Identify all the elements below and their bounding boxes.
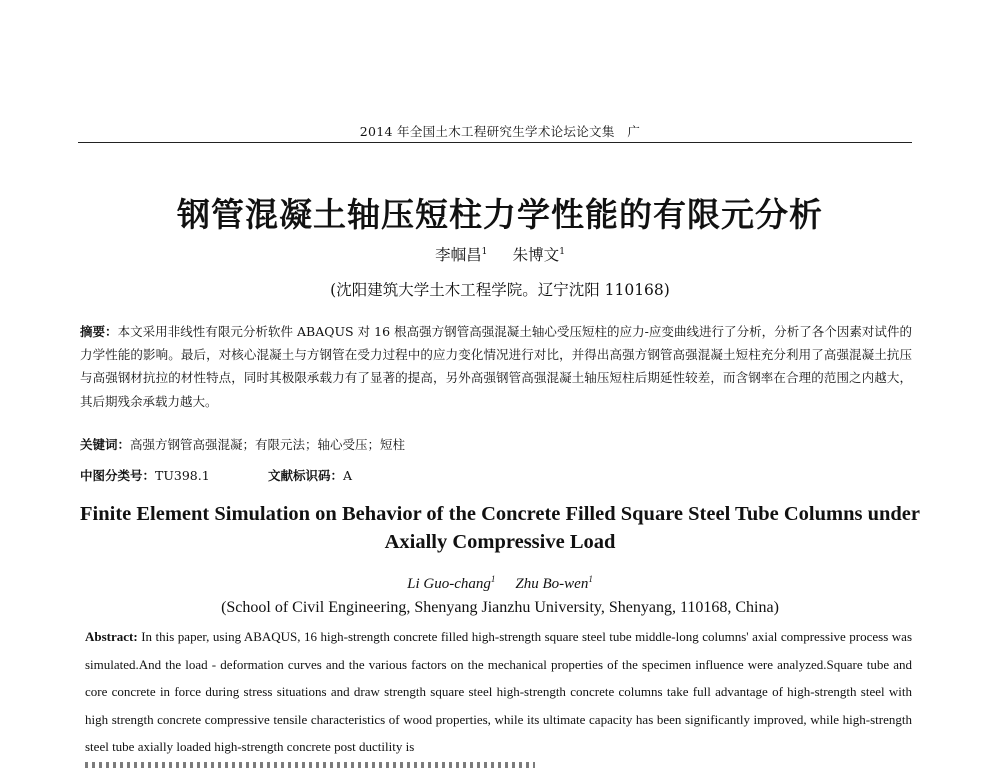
chinese-affiliation: (沈阳建筑大学土木工程学院。辽宁沈阳 110168) [330, 281, 670, 299]
chinese-authors [0, 243, 1000, 265]
running-header: 2014 年全国土木工程研究生学术论坛论文集 广 [359, 124, 641, 139]
chinese-abstract-label: 摘要： [80, 324, 118, 339]
document-code-value: A [343, 468, 353, 483]
english-affiliation: (School of Civil Engineering, Shenyang Jianzhu University, Shenyang, 110168, China) [221, 599, 779, 616]
english-authors [0, 574, 1000, 593]
document-code-label: 文献标识码： [268, 468, 344, 483]
chinese-keywords-label: 关键词： [80, 437, 131, 452]
english-title: Finite Element Simulation on Behavior of the Concrete Filled Square Steel Tube Columns under Axially Compressive Load [80, 503, 920, 553]
chinese-title: 钢管混凝土轴压短柱力学性能的有限元分析 [177, 195, 823, 234]
chinese-keywords-text: 高强方钢管高强混凝；有限元法；轴心受压；短柱 [130, 437, 406, 452]
classification-value: TU398.1 [155, 468, 210, 483]
english-author-1-affil-mark: 1 [490, 574, 496, 584]
english-author-2: Zhu Bo-wen [515, 576, 589, 592]
english-author-1: Li Guo-chang [407, 576, 491, 592]
chinese-author-2-affil-mark: 1 [559, 247, 565, 257]
chinese-abstract [80, 320, 912, 413]
english-abstract [85, 623, 912, 761]
chinese-author-1-affil-mark: 1 [481, 247, 488, 257]
chinese-author-2: 朱博文 [512, 246, 560, 264]
chinese-abstract-text: 本文采用非线性有限元分析软件 ABAQUS 对 16 根高强方钢管高强混凝土轴心受压短柱的应力-应变曲线进行了分析，分析了各个因素对试件的力学性能的影响。最后，对核心混凝土与方钢管在受力过程中的应力变化情况进行对比，并得出高强方钢管高强混凝土短柱充分利用了高强混凝土抗压与高强钢材抗拉的材性特点，同时其极限承载力有了显著的提高，另外高强钢管高强混凝土轴压短柱后期延性较差，而含钢率在合理的范围之内越大，其后期残余承载力越大。 [80, 324, 912, 409]
english-abstract-text: In this paper, using ABAQUS, 16 high-strength concrete filled high-strength square steel tube middle-long columns' axial compressive process was simulated.And the load - deformation curves and the various factors on the mechanical properties of the specimen influence were analyzed.Square tube and core concrete in force during stress situations and draw strength square steel high-strength concrete columns take full advantage of high-strength steel with high strength concrete compressive tensile characteristics of wood properties, while its ultimate capacity has been significantly improved, while high-strength steel tube axially loaded high-strength concrete post ductility is [85, 629, 913, 754]
cut-off-text-line [85, 762, 535, 768]
chinese-author-1: 李帼昌 [435, 246, 482, 264]
classification-label: 中图分类号： [80, 468, 156, 483]
english-abstract-label: Abstract: [85, 629, 138, 644]
chinese-keywords [80, 435, 912, 453]
english-author-2-affil-mark: 1 [588, 574, 593, 584]
classification-number [80, 466, 912, 484]
header-rule [78, 142, 912, 143]
document-code [268, 466, 352, 484]
